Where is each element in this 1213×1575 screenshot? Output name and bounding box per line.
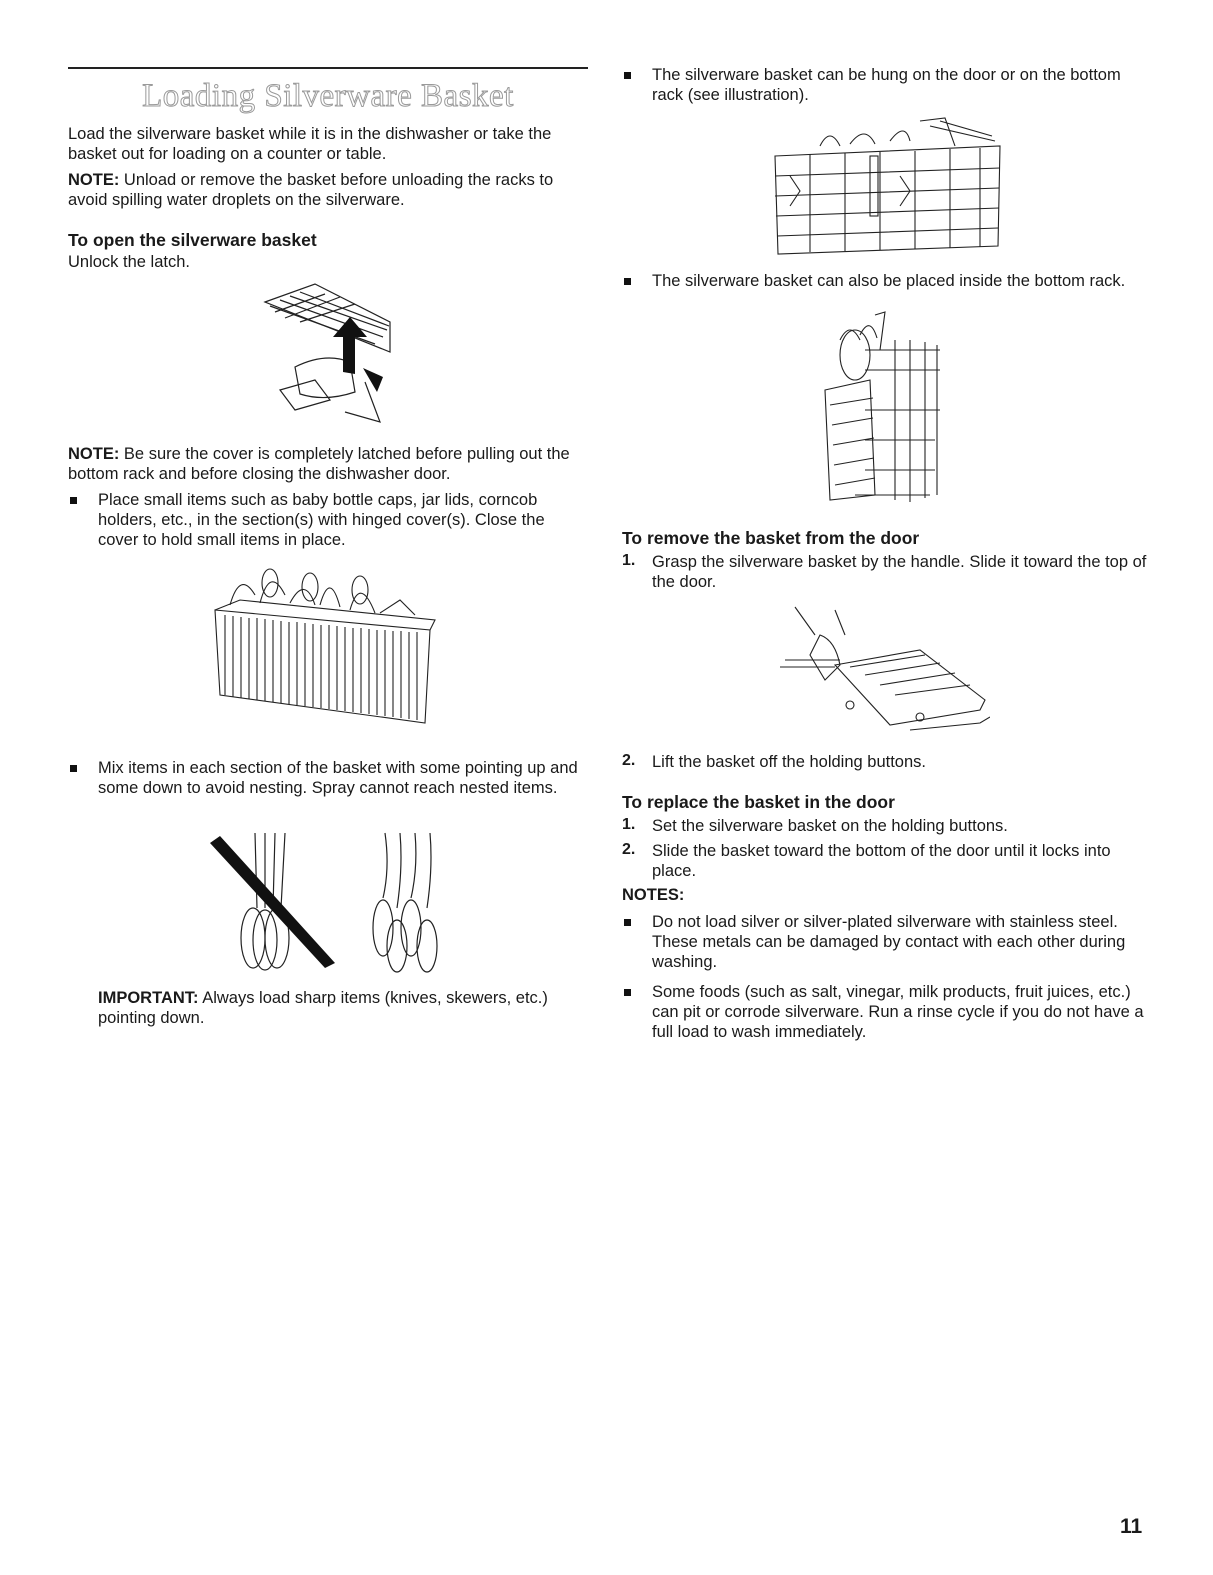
nesting-illustration — [205, 828, 455, 976]
page-title: Loading Silverware Basket — [142, 78, 514, 114]
inside-rack-illustration — [815, 310, 945, 510]
bottom-rack-illustration — [770, 116, 1010, 258]
note-bullet-silver: Do not load silver or silver-plated silverware with stainless steel. These metals can be damaged by contact with each other during washing. — [622, 912, 1147, 972]
remove-heading: To remove the basket from the door — [622, 528, 920, 548]
step-text: Set the silverware basket on the holding buttons. — [652, 817, 1008, 835]
bullet-small-items: Place small items such as baby bottle caps, jar lids, corncob holders, etc., in the section(s) with hinged cover(s). Close the cover to hold small items in place. — [68, 490, 588, 550]
page-number: 11 — [1120, 1515, 1143, 1538]
replace-heading: To replace the basket in the door — [622, 792, 895, 812]
note-text: Unload or remove the basket before unloading the racks to avoid spilling water droplets on the silverware. — [68, 171, 554, 209]
remove-step-1 — [622, 552, 1147, 592]
step-text: Slide the basket toward the bottom of the door until it locks into place. — [652, 842, 1111, 880]
notes-heading: NOTES: — [622, 886, 685, 904]
silverware-basket-illustration — [210, 565, 440, 725]
step-number: 1. — [622, 816, 636, 833]
step-text: Lift the basket off the holding buttons. — [652, 753, 926, 771]
intro-paragraph: Load the silverware basket while it is in the dishwasher or take the basket out for loading on a counter or table. — [68, 125, 552, 163]
step-number: 2. — [622, 752, 636, 769]
note-text: Be sure the cover is completely latched before pulling out the bottom rack and before closing the dishwasher door. — [68, 445, 570, 483]
bullet-mix-items: Mix items in each section of the basket with some pointing up and some down to avoid nesting. Spray cannot reach nested items. — [68, 758, 588, 798]
important-text: Always load sharp items (knives, skewers, etc.) pointing down. — [98, 989, 548, 1027]
note-latched — [68, 444, 588, 484]
replace-step-1 — [622, 816, 1147, 836]
note-label: NOTE: — [68, 171, 120, 189]
bullet-inside: The silverware basket can also be placed inside the bottom rack. — [622, 271, 1147, 291]
open-basket-text: Unlock the latch. — [68, 253, 190, 271]
replace-step-2 — [622, 841, 1147, 881]
step-number: 2. — [622, 841, 636, 858]
remove-step-2 — [622, 752, 1147, 772]
step-text: Grasp the silverware basket by the handle. Slide it toward the top of the door. — [652, 553, 1147, 591]
latch-illustration — [255, 282, 395, 427]
note-unload — [68, 170, 588, 210]
note-label: NOTE: — [68, 445, 120, 463]
important-note — [98, 988, 588, 1028]
remove-basket-illustration — [780, 605, 990, 740]
title-rule — [68, 67, 588, 69]
note-bullet-foods: Some foods (such as salt, vinegar, milk products, fruit juices, etc.) can pit or corrode silverware. Run a rinse cycle if you do not have a full load to wash immediately. — [622, 982, 1147, 1042]
important-label: IMPORTANT: — [98, 989, 199, 1007]
bullet-hung: The silverware basket can be hung on the door or on the bottom rack (see illustration). — [622, 65, 1147, 105]
step-number: 1. — [622, 552, 636, 569]
open-basket-heading: To open the silverware basket — [68, 230, 317, 250]
